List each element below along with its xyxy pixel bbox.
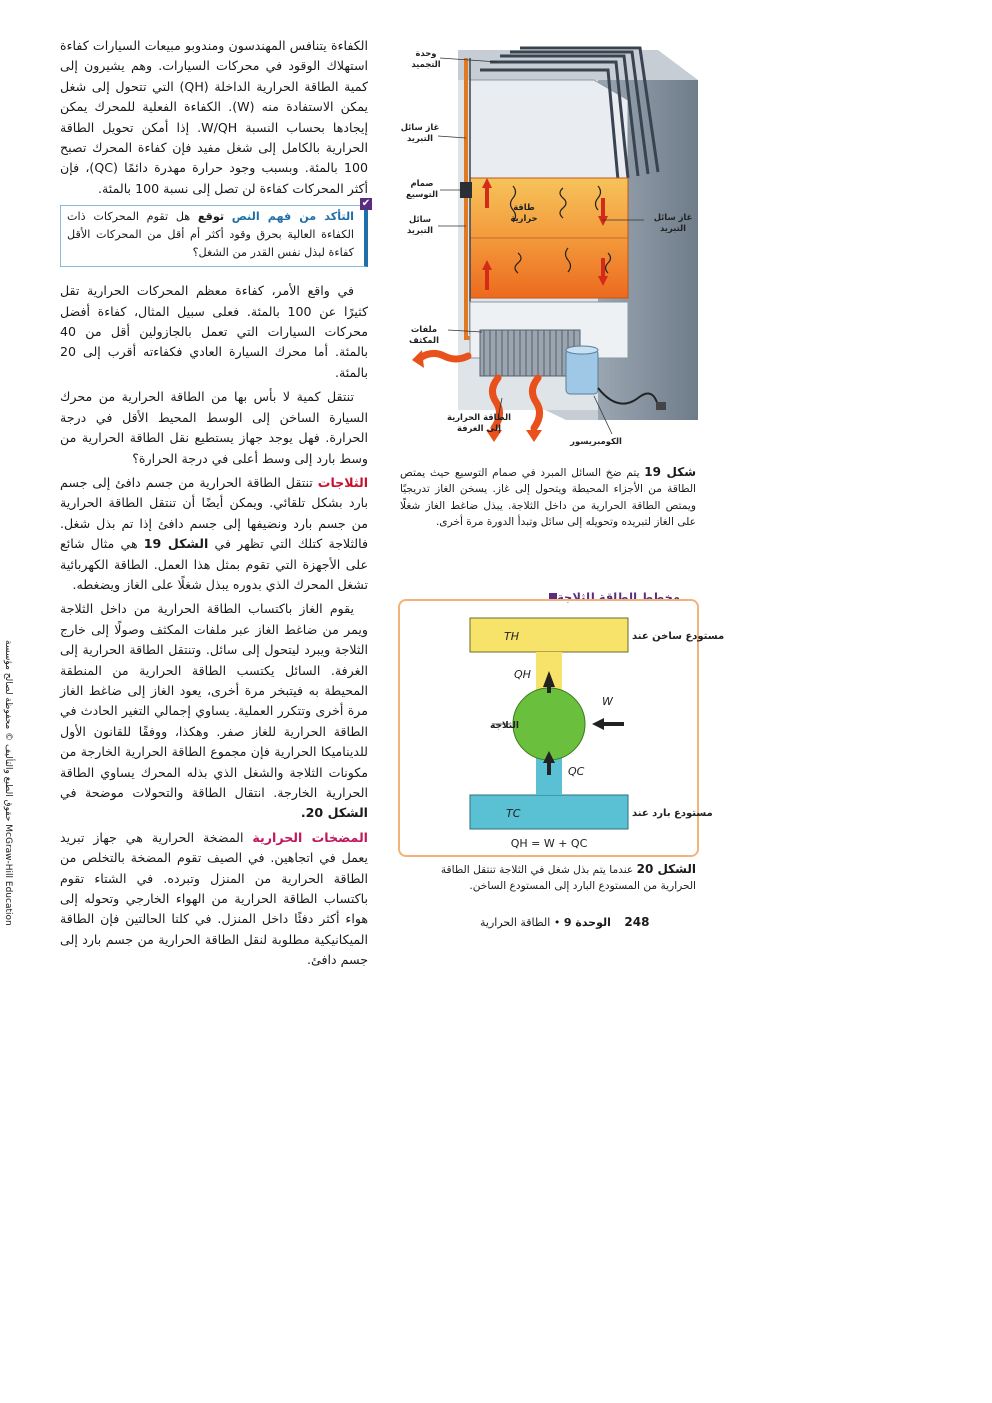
paragraph-refrigerators xyxy=(60,473,368,595)
page-footer xyxy=(480,915,695,929)
figure20-caption-number: الشكل 20 xyxy=(636,862,696,876)
label-heat-energy: طاقة حرارية xyxy=(510,202,538,223)
figure20-title-text: مخطط الطاقة للثلاجة xyxy=(557,590,680,604)
condenser-coils xyxy=(480,330,580,376)
cold-reservoir xyxy=(470,795,628,829)
reading-check-question: هل تقوم المحركات ذات الكفاءة العالية بحرق وقود أكثر أم أقل من المحركات الأقل كفاءة لبذل نفس القدر من الشغل؟ xyxy=(67,210,354,260)
label-compressor: الكومبريسور xyxy=(570,436,622,446)
figure20-reference: الشكل 20. xyxy=(300,805,368,821)
label-right-cold-gas: غاز سائل التبريد xyxy=(653,212,693,233)
footer-separator: • xyxy=(553,916,561,929)
figure20-diagram xyxy=(398,599,725,857)
hot-temp-symbol: TH xyxy=(504,630,519,643)
label-expansion-valve: صمام التوسيع xyxy=(405,178,439,199)
footer-unit: الوحدة 9 xyxy=(563,916,611,929)
label-heat-to-room: الطاقة الحرارية إلى الغرفة xyxy=(447,412,511,433)
cold-reservoir-label: مستودع بارد عند xyxy=(632,808,713,819)
refrigerators-text-b: هي مثال شائع على الأجهزة التي تقوم بمثل هذا العمل. الطاقة الكهربائية تشغل المحرك الذي بدوره يبذل شغلًا على الغاز ويضغطه. xyxy=(60,536,368,592)
paragraph-gas-cycle xyxy=(60,599,368,823)
figure19-refrigerator xyxy=(398,38,708,458)
paragraph-heat-transfer: تنتقل كمية لا بأس بها من الطاقة الحرارية من محرك السيارة الساخن إلى الوسط المحيط الأقل في درجة الحرارة. فهل يوجد جهاز يستطيع نقل الطاقة الحرارية من وسط بارد إلى وسط أعلى في درجة الحرارة؟ xyxy=(60,389,368,466)
main-text-column xyxy=(60,36,371,975)
checkmark-icon: ✔ xyxy=(361,198,371,210)
work-label: W xyxy=(602,695,613,708)
refrigerator-device xyxy=(513,688,585,760)
energy-equation: QH = W + QC xyxy=(510,837,588,850)
figure19-reference: الشكل 19 xyxy=(143,536,209,552)
label-condenser-coils: ملفات المكثف xyxy=(409,324,439,345)
label-refrigerant-liquid: سائل التبريد xyxy=(406,214,434,235)
footer-title: الطاقة الحرارية xyxy=(480,916,551,929)
paragraph-efficiency: الكفاءة يتنافس المهندسون ومندوبو مبيعات السيارات كفاءة استهلاك الوقود في محركات السيارات. وهم يشيرون إلى كمية الطاقة الحرارية الداخلة (QH) التي تتحول إلى شغل يمكن الاستفادة منه (W). الكفاءة الفعلية للمحرك يمكن إيجادها بحساب النسبة W/QH. إذا أمكن تحويل الطاقة الحرارية بالكامل إلى شغل مفيد فإن كفاءة المحرك تصبح 100 بالمئة. وبسبب وجود حرارة مهدرة دائمًا (QC)، فإن أكثر المحركات كفاءة لن تصل إلى نسبة 100 بالمئة. xyxy=(60,38,368,196)
figure19-caption-number: شكل 19 xyxy=(644,465,697,479)
freezer-compartment xyxy=(470,80,628,178)
label-freezer-unit: وحدة التجميد xyxy=(411,48,441,69)
plug-icon xyxy=(656,402,666,410)
reading-check-heading: التأكد من فهم النص xyxy=(231,210,355,224)
expansion-valve xyxy=(460,182,472,198)
figure20-caption xyxy=(410,861,696,894)
copyright-text: حقوق الطبع والتأليف © محفوظة لصالح مؤسسة McGraw-Hill Education xyxy=(3,640,13,926)
paragraph-real-efficiency: في واقع الأمر، كفاءة معظم المحركات الحرارية تقل كثيرًا عن 100 بالمئة. فعلى سبيل المثال، كفاءة أفضل محركات السيارات التي تعمل بالجازولين أقل من 40 بالمئة. أما محرك السيارة العادي فكفاءته أقرب إلى 20 بالمئة. xyxy=(60,283,368,380)
term-heat-pumps: المضخات الحرارية xyxy=(252,829,368,845)
gas-cycle-text: يقوم الغاز باكتساب الطاقة الحرارية من داخل الثلاجة ويمر من ضاغط الغاز عبر ملفات المكثف وصولًا إلى خارج الثلاجة ويبرد ليتحول إلى سائل. وتنتقل الطاقة الحرارية إلى الغرفة. السائل يكتسب الطاقة الحرارية من المنطقة المحيطة به فيتبخر مرة أخرى، يعود الغاز إلى ضاغط الغاز مرة أخرى وتتكرر العملية. يساوي إجمالي التغير الحادث في الطاقة الحرارية للغاز صفر. وهكذا، ووفقًا للقانون الأول للديناميكا الحرارية فإن مجموع الطاقة الحرارية الخارجة من مكونات الثلاجة والشغل الذي بذله المحرك يساوي الطاقة الحرارية الخارجة. انتقال الطاقة والتحولات موضحة في xyxy=(60,601,368,800)
compressor xyxy=(566,350,598,394)
figure19-caption-text: يتم ضخ السائل المبرد في صمام التوسيع حيث يمتص الطاقة من الأجزاء المحيطة ويتحول إلى غاز. يسخن الغاز تدريجيًا ويمتص الطاقة الحرارية من داخل الثلاجة. يبذل ضاغط الغاز شغلًا على الغاز لتبريده وتحويله إلى سائل وتبدأ الدورة مرة أخرى. xyxy=(400,467,696,529)
reading-check-keyword: توقع xyxy=(197,210,225,224)
label-cold-gas: غاز سائل التبريد xyxy=(400,122,440,143)
refrigerator-illustration xyxy=(398,38,708,458)
hot-reservoir xyxy=(470,618,628,652)
paragraph-heat-pumps xyxy=(60,828,368,971)
refrigerators-text-a: تنتقل الطاقة الحرارية من جسم دافئ إلى جسم بارد بشكل تلقائي. ويمكن أيضًا أن تنتقل الطاقة الحرارية من جسم بارد ونضيفها إلى جسم دافئ إذا تم بذل شغل. فالثلاجة كتلك التي تظهر في xyxy=(60,474,368,552)
qh-label: QH xyxy=(514,668,531,681)
heat-pumps-text: المضخة الحرارية هي جهاز تبريد يعمل في اتجاهين. في الصيف تقوم المضخة بالتخلص من الطاقة الحرارية من المنزل وتبرده. في الشتاء تقوم باكتساب الطاقة الحرارية من الهواء الخارجي وتحوله إلى هواء أكثر دفئًا داخل المنزل. في كلتا الحالتين فإن الطاقة الميكانيكية مطلوبة لنقل الطاقة الحرارية من جسم بارد إلى جسم دافئ. xyxy=(60,829,368,968)
term-refrigerators: الثلاجات xyxy=(317,474,369,490)
cold-temp-symbol: TC xyxy=(506,807,521,820)
reading-check-box xyxy=(60,198,371,267)
figure19-caption xyxy=(400,464,696,531)
page-number: 248 xyxy=(624,915,650,929)
qc-label: QC xyxy=(568,765,585,778)
hot-reservoir-label: مستودع ساخن عند xyxy=(632,631,725,642)
copyright-credit xyxy=(2,640,24,926)
figure20-caption-text: عندما يتم بذل شغل في الثلاجة تنتقل الطاقة الحرارية من المستودع البارد إلى المستودع الساخن. xyxy=(440,864,696,892)
refrigerator-label: الثلاجة xyxy=(490,721,519,731)
